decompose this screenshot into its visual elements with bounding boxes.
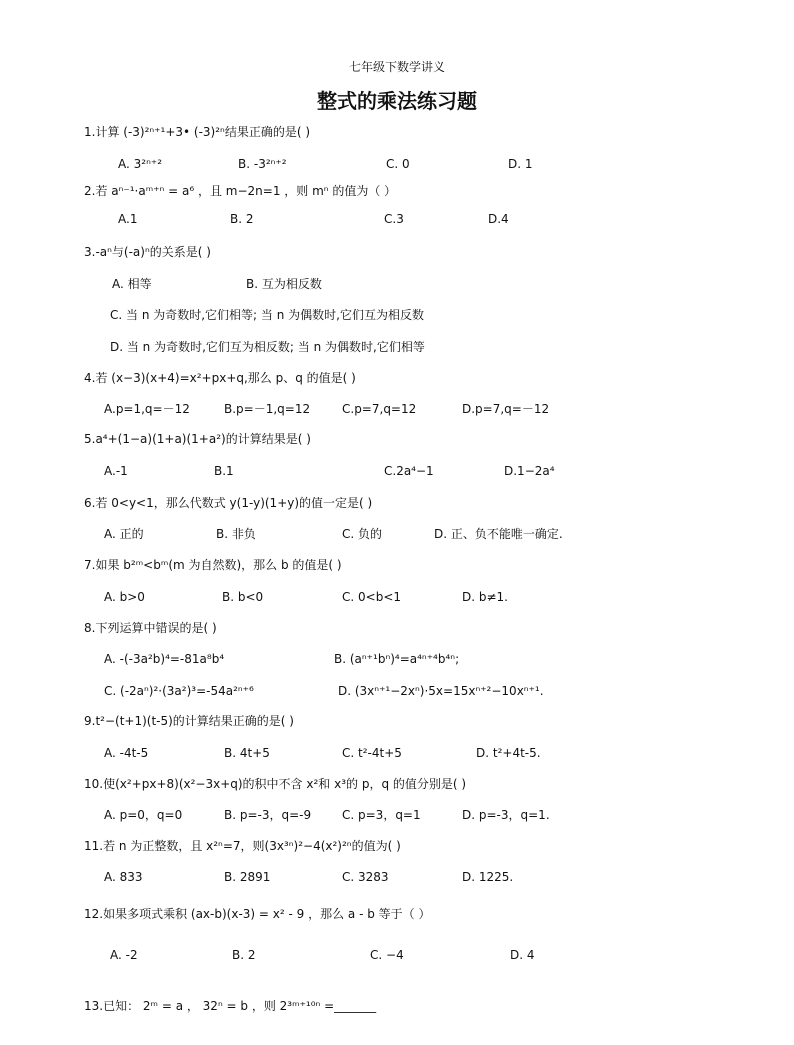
question-3-option-c: C. 当 n 为奇数时,它们相等; 当 n 为偶数时,它们互为相反数	[110, 308, 424, 322]
question-12-stem: 12.如果多项式乘积 (ax-b)(x-3) = x² - 9 ，那么 a - b 等于（ ）	[84, 907, 431, 921]
question-7-option-d: D. b≠1.	[462, 590, 508, 604]
question-6-stem: 6.若 0<y<1，那么代数式 y(1-y)(1+y)的值一定是( )	[84, 496, 373, 510]
question-12-option-d: D. 4	[510, 948, 535, 962]
question-8-option-a: A. -(-3a²b)⁴=-81a⁸b⁴	[104, 652, 225, 666]
question-2-stem: 2.若 aⁿ⁻¹·aᵐ⁺ⁿ = a⁶ ，且 m−2n=1 ，则 mⁿ 的值为（ ）	[84, 184, 397, 198]
question-8-option-d: D. (3xⁿ⁺¹−2xⁿ)·5x=15xⁿ⁺²−10xⁿ⁺¹.	[338, 684, 544, 698]
question-3-option-d: D. 当 n 为奇数时,它们互为相反数; 当 n 为偶数时,它们相等	[110, 340, 425, 354]
question-3-option-b: B. 互为相反数	[246, 277, 322, 291]
question-10-option-c: C. p=3，q=1	[342, 808, 421, 822]
page-title: 整式的乘法练习题	[317, 89, 477, 113]
question-8-stem: 8.下列运算中错误的是( )	[84, 621, 217, 635]
question-9-option-b: B. 4t+5	[224, 746, 270, 760]
question-11-option-a: A. 833	[104, 870, 143, 884]
question-7-option-b: B. b<0	[222, 590, 264, 604]
question-2-option-b: B. 2	[230, 212, 254, 226]
question-7-option-a: A. b>0	[104, 590, 145, 604]
question-10-option-a: A. p=0，q=0	[104, 808, 183, 822]
question-6-option-b: B. 非负	[216, 527, 256, 541]
question-4-option-a: A.p=1,q=－12	[104, 402, 190, 416]
question-11-option-c: C. 3283	[342, 870, 389, 884]
question-2-option-c: C.3	[384, 212, 404, 226]
question-7-stem: 7.如果 b²ᵐ<bᵐ(m 为自然数)，那么 b 的值是( )	[84, 558, 342, 572]
question-11-option-d: D. 1225.	[462, 870, 514, 884]
question-6-option-a: A. 正的	[104, 527, 144, 541]
question-8-option-b: B. (aⁿ⁺¹bⁿ)⁴=a⁴ⁿ⁺⁴b⁴ⁿ;	[334, 652, 460, 666]
question-3-option-a: A. 相等	[112, 277, 152, 291]
question-6-option-d: D. 正、负不能唯一确定.	[434, 527, 563, 541]
question-7-option-c: C. 0<b<1	[342, 590, 402, 604]
question-1-option-c: C. 0	[386, 157, 410, 171]
question-2-option-d: D.4	[488, 212, 509, 226]
question-4-option-b: B.p=－1,q=12	[224, 402, 311, 416]
question-10-option-b: B. p=-3，q=-9	[224, 808, 312, 822]
question-4-stem: 4.若 (x−3)(x+4)=x²+px+q,那么 p、q 的值是( )	[84, 371, 356, 385]
question-1-stem: 1.计算 (-3)²ⁿ⁺¹+3• (-3)²ⁿ结果正确的是( )	[84, 125, 311, 139]
question-8-option-c: C. (-2aⁿ)²·(3a²)³=-54a²ⁿ⁺⁶	[104, 684, 254, 698]
question-2-option-a: A.1	[118, 212, 138, 226]
question-10-option-d: D. p=-3，q=1.	[462, 808, 550, 822]
question-9-option-c: C. t²-4t+5	[342, 746, 402, 760]
question-9-option-a: A. -4t-5	[104, 746, 149, 760]
question-13-stem: 13.已知： 2ᵐ = a ， 32ⁿ = b ，则 2³ᵐ⁺¹⁰ⁿ =_______	[84, 999, 377, 1013]
question-5-option-a: A.-1	[104, 464, 128, 478]
question-4-option-d: D.p=7,q=－12	[462, 402, 550, 416]
subtitle: 七年级下数学讲义	[348, 60, 445, 74]
question-11-option-b: B. 2891	[224, 870, 271, 884]
question-6-option-c: C. 负的	[342, 527, 383, 541]
question-5-option-b: B.1	[214, 464, 234, 478]
question-1-option-b: B. -3²ⁿ⁺²	[238, 157, 287, 171]
question-12-option-a: A. -2	[110, 948, 138, 962]
question-9-stem: 9.t²−(t+1)(t-5)的计算结果正确的是( )	[84, 714, 294, 728]
question-11-stem: 11.若 n 为正整数，且 x²ⁿ=7，则(3x³ⁿ)²−4(x²)²ⁿ的值为( )	[84, 839, 401, 853]
question-12-option-b: B. 2	[232, 948, 256, 962]
question-1-option-d: D. 1	[508, 157, 533, 171]
question-4-option-c: C.p=7,q=12	[342, 402, 417, 416]
question-12-option-c: C. −4	[370, 948, 404, 962]
question-1-option-a: A. 3²ⁿ⁺²	[118, 157, 162, 171]
question-3-stem: 3.-aⁿ与(-a)ⁿ的关系是( )	[84, 245, 211, 259]
question-5-option-d: D.1−2a⁴	[504, 464, 555, 478]
question-9-option-d: D. t²+4t-5.	[476, 746, 541, 760]
question-5-option-c: C.2a⁴−1	[384, 464, 434, 478]
question-5-stem: 5.a⁴+(1−a)(1+a)(1+a²)的计算结果是( )	[84, 432, 311, 446]
question-10-stem: 10.使(x²+px+8)(x²−3x+q)的积中不含 x²和 x³的 p，q 的值分别是( )	[84, 777, 467, 791]
